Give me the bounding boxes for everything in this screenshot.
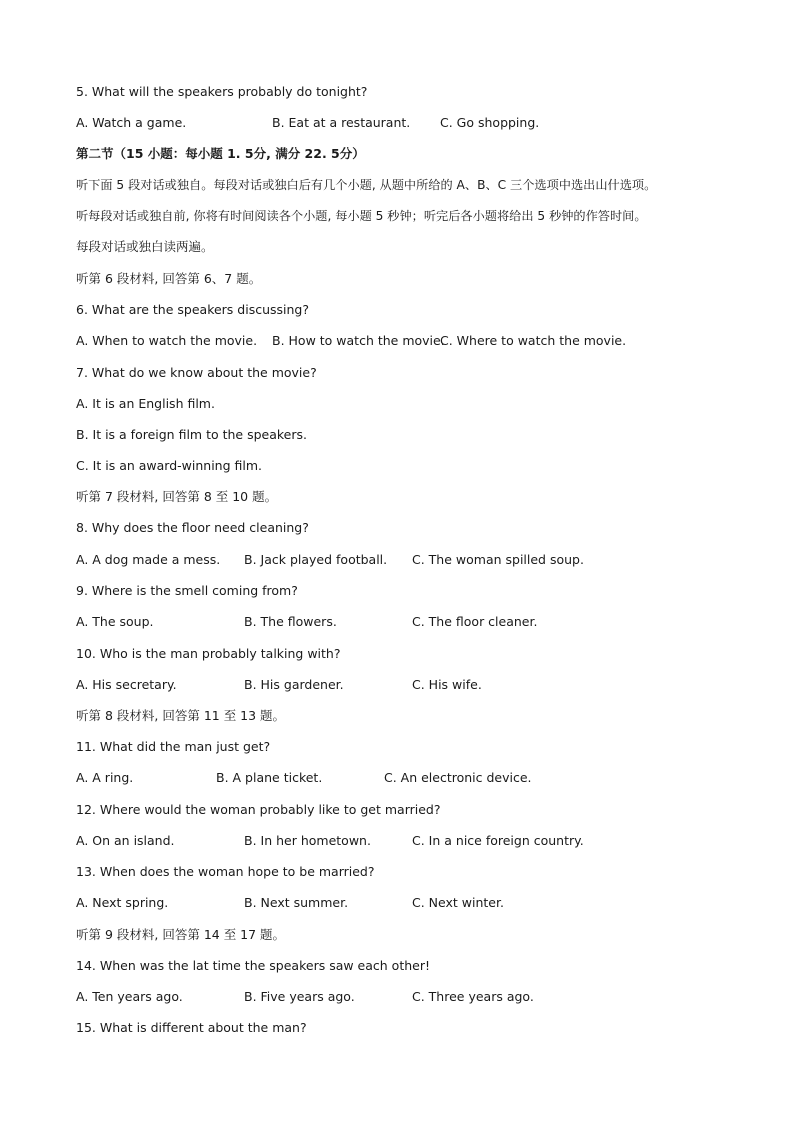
section-2-title: 第二节（15 小题：每小题 1. 5分, 满分 22. 5分）: [76, 146, 365, 161]
q9-option-c: C. The floor cleaner.: [412, 614, 538, 629]
q7-option-b: B. It is a foreign film to the speakers.: [76, 427, 307, 442]
material-8-heading: 听第 8 段材料, 回答第 11 至 13 题。: [76, 708, 286, 723]
section-2-instruction-1: 听下面 5 段对话或独自。每段对话或独白后有几个小题, 从题中所给的 A、B、C 三个选项中选出山什选项。: [76, 178, 657, 192]
q10-option-b: B. His gardener.: [244, 677, 344, 692]
question-7: 7. What do we know about the movie?: [76, 365, 317, 380]
q8-option-a: A. A dog made a mess.: [76, 552, 221, 567]
q8-option-c: C. The woman spilled soup.: [412, 552, 584, 567]
q13-option-b: B. Next summer.: [244, 895, 349, 910]
q12-option-a: A. On an island.: [76, 833, 175, 848]
q7-option-c: C. It is an award-winning film.: [76, 458, 262, 473]
question-9: 9. Where is the smell coming from?: [76, 583, 298, 598]
q5-option-b: B. Eat at a restaurant.: [272, 115, 411, 130]
q12-option-c: C. In a nice foreign country.: [412, 833, 584, 848]
question-6: 6. What are the speakers discussing?: [76, 302, 310, 317]
question-15: 15. What is different about the man?: [76, 1020, 307, 1035]
q11-option-a: A. A ring.: [76, 770, 134, 785]
q5-option-c: C. Go shopping.: [440, 115, 540, 130]
q12-option-b: B. In her hometown.: [244, 833, 371, 848]
q14-option-b: B. Five years ago.: [244, 989, 355, 1004]
q10-option-c: C. His wife.: [412, 677, 482, 692]
question-12: 12. Where would the woman probably like to get married?: [76, 802, 441, 817]
question-10: 10. Who is the man probably talking with?: [76, 646, 341, 661]
q13-option-a: A. Next spring.: [76, 895, 169, 910]
q5-option-a: A. Watch a game.: [76, 115, 187, 130]
section-2-instruction-2: 听每段对话或独自前, 你将有时间阅读各个小题, 每小题 5 秒钟；听完后各小题将给出 5 秒钟的作答时间。: [76, 209, 647, 223]
q6-option-c: C. Where to watch the movie.: [440, 333, 627, 348]
q9-option-b: B. The flowers.: [244, 614, 337, 629]
q11-option-c: C. An electronic device.: [384, 770, 532, 785]
material-9-heading: 听第 9 段材料, 回答第 14 至 17 题。: [76, 927, 286, 942]
q6-option-b: B. How to watch the movie.: [272, 333, 445, 348]
q7-option-a: A. It is an English film.: [76, 396, 215, 411]
q8-option-b: B. Jack played football.: [244, 552, 388, 567]
q9-option-a: A. The soup.: [76, 614, 154, 629]
q14-option-c: C. Three years ago.: [412, 989, 534, 1004]
section-2-instruction-3: 每段对话或独白读两遍。: [76, 239, 214, 254]
q6-option-a: A. When to watch the movie.: [76, 333, 258, 348]
question-14: 14. When was the lat time the speakers saw each other!: [76, 958, 430, 973]
q10-option-a: A. His secretary.: [76, 677, 177, 692]
question-5: 5. What will the speakers probably do tonight?: [76, 84, 368, 99]
material-7-heading: 听第 7 段材料, 回答第 8 至 10 题。: [76, 489, 278, 504]
question-8: 8. Why does the floor need cleaning?: [76, 520, 309, 535]
question-13: 13. When does the woman hope to be married?: [76, 864, 375, 879]
material-6-heading: 听第 6 段材料, 回答第 6、7 题。: [76, 271, 262, 286]
q13-option-c: C. Next winter.: [412, 895, 504, 910]
question-11: 11. What did the man just get?: [76, 739, 271, 754]
q14-option-a: A. Ten years ago.: [76, 989, 183, 1004]
q11-option-b: B. A plane ticket.: [216, 770, 323, 785]
